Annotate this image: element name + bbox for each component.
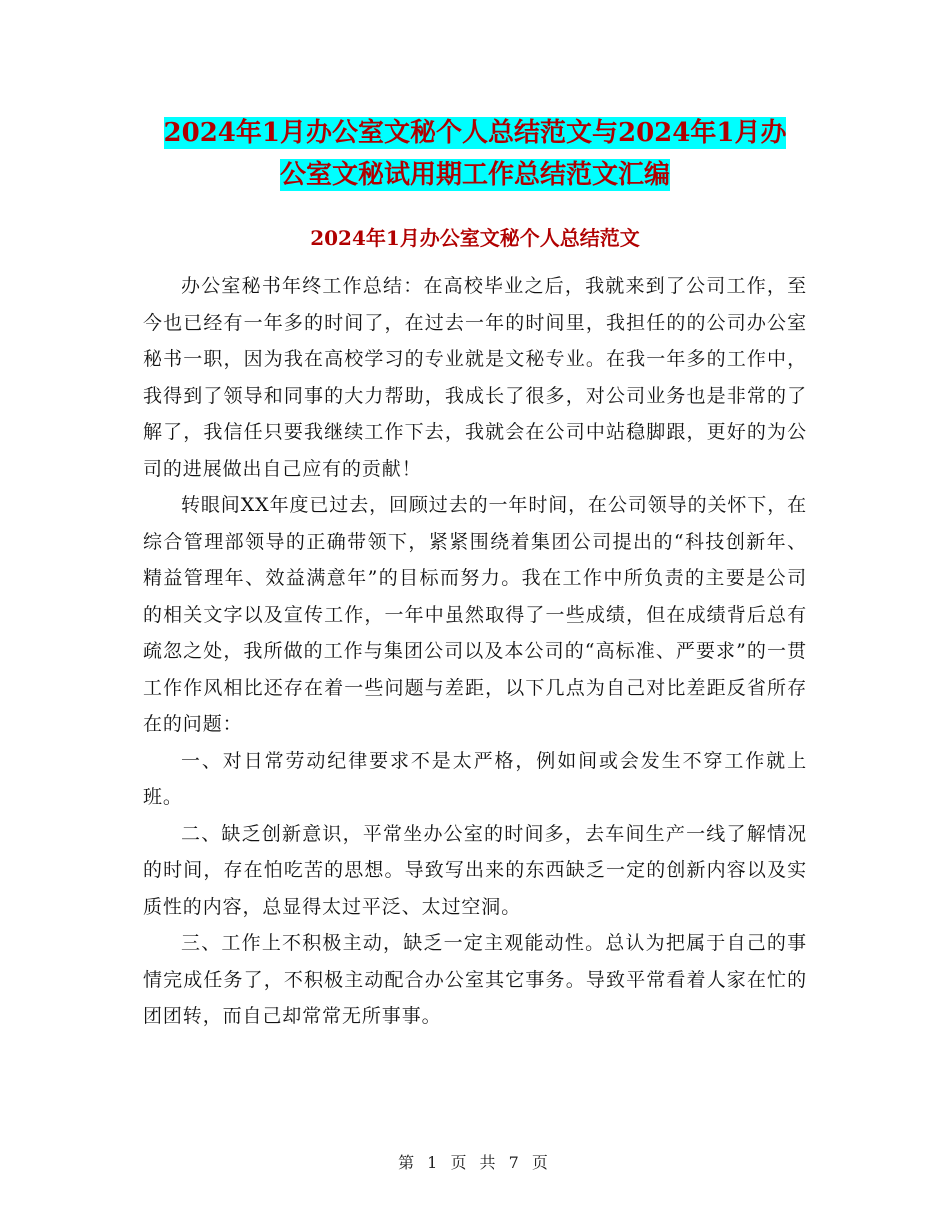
paragraph: 三、工作上不积极主动，缺乏一定主观能动性。总认为把属于自己的事情完成任务了，不积极主动配合办公室其它事务。导致平常看着人家在忙的团团转，而自己却常常无所事事。 (143, 932, 807, 1027)
document-body (143, 268, 807, 1035)
title-line-2: 公室文秘试用期工作总结范文汇编 (279, 160, 670, 190)
paragraph: 二、缺乏创新意识，平常坐办公室的时间多，去车间生产一线了解情况的时间，存在怕吃苦的思想。导致写出来的东西缺乏一定的创新内容以及实质性的内容，总显得太过平泛、太过空洞。 (143, 822, 807, 918)
paragraph: 转眼间XX年度已过去，回顾过去的一年时间，在公司领导的关怀下，在综合管理部领导的正确带领下，紧紧围绕着集团公司提出的“科技创新年、精益管理年、效益满意年”的目标而努力。我在工作中所负责的主要是公司的相关文字以及宣传工作，一年中虽然取得了一些成绩，但在成绩背后总有疏忽之处，我所做的工作与集团公司以及本公司的“高标准、严要求”的一贯工作作风相比还存在着一些问题与差距，以下几点为自己对比差距反省所存在的问题： (143, 494, 807, 735)
paragraph: 办公室秘书年终工作总结：在高校毕业之后，我就来到了公司工作，至今也已经有一年多的时间了，在过去一年的时间里，我担任的的公司办公室秘书一职，因为我在高校学习的专业就是文秘专业。在我一年多的工作中，我得到了领导和同事的大力帮助，我成长了很多，对公司业务也是非常的了解了，我信任只要我继续工作下去，我就会在公司中站稳脚跟，更好的为公司的进展做出自己应有的贡献！ (143, 275, 807, 480)
document-title (140, 112, 810, 196)
paragraph: 一、对日常劳动纪律要求不是太严格，例如间或会发生不穿工作就上班。 (143, 749, 807, 808)
section-title: 2024年1月办公室文秘个人总结范文 (310, 226, 640, 250)
page-footer: 第 1 页 共 7 页 (398, 1153, 552, 1172)
title-line-1: 2024年1月办公室文秘个人总结范文与2024年1月办 (163, 118, 787, 148)
